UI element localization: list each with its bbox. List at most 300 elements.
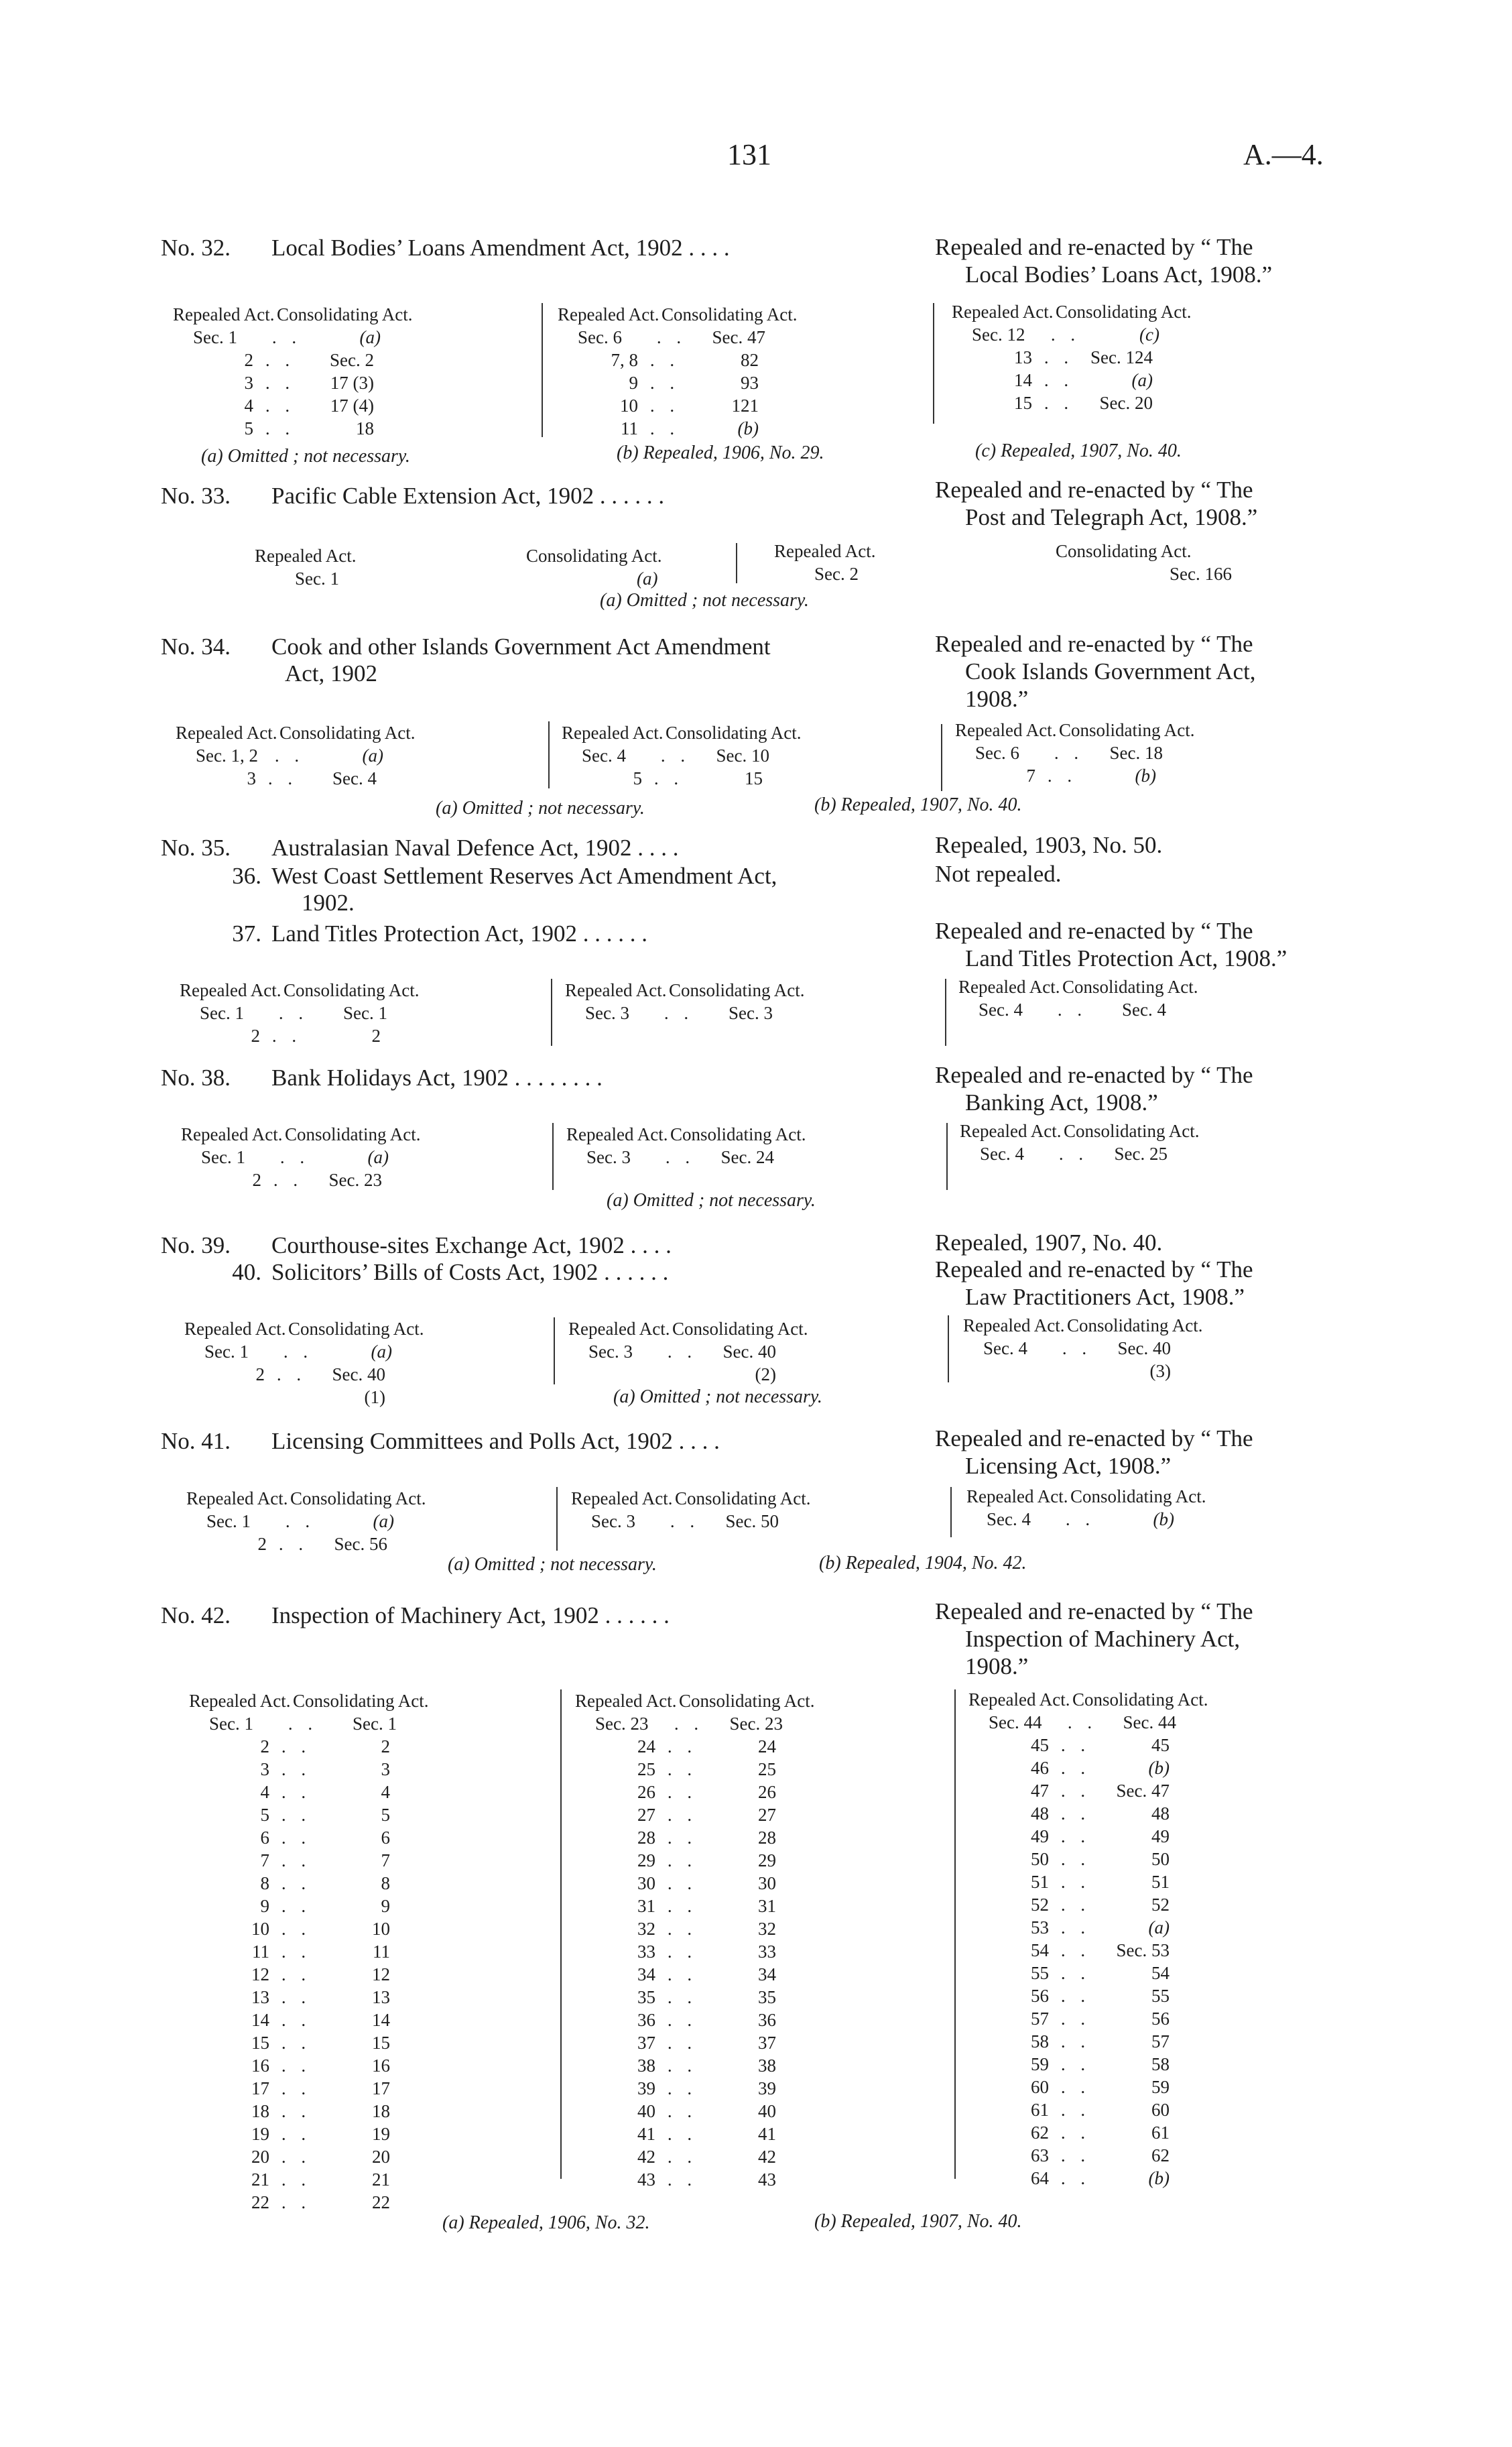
col-header-repealed: Repealed Act.: [960, 1121, 1062, 1141]
consolidating-section: (b): [1148, 1758, 1170, 1778]
repealed-section: Sec. 3: [588, 1341, 633, 1362]
act-title: West Coast Settlement Reserves Act Amendment Act,: [271, 863, 777, 889]
table-row: [575, 1712, 815, 1735]
table-row: [952, 323, 1192, 346]
col-header-consolidating: Consolidating Act.: [666, 723, 802, 743]
repealed-section: 11: [252, 1942, 269, 1962]
leader-dots: . .: [667, 1828, 698, 1848]
consolidating-section: 2: [371, 1026, 381, 1046]
leader-dots: . .: [667, 1341, 698, 1362]
repealed-section: 48: [1031, 1803, 1049, 1824]
consolidating-section: (b): [1135, 766, 1156, 786]
col-header-consolidating: Consolidating Act.: [675, 1488, 811, 1508]
repealed-section: 9: [629, 373, 638, 393]
table-34-col2: [562, 721, 802, 790]
col-header-repealed: Repealed Act.: [575, 1691, 677, 1711]
table-row: [575, 1849, 815, 1872]
repealed-section: 56: [1031, 1986, 1049, 2006]
col-header-repealed: Repealed Act.: [565, 980, 667, 1000]
table-40-col2: [568, 1317, 808, 1386]
leader-dots: . .: [649, 373, 680, 393]
table-row: [189, 1826, 429, 1849]
column-divider: [551, 979, 552, 1046]
leader-dots: . .: [667, 1896, 698, 1916]
act-result-35: [935, 831, 1162, 859]
table-row: [968, 1734, 1208, 1756]
leader-dots: . .: [281, 1850, 312, 1870]
act-number: 40.: [232, 1259, 261, 1285]
consolidating-section: 12: [372, 1964, 390, 1984]
footnote: (b) Repealed, 1904, No. 42.: [819, 1553, 1027, 1573]
repealed-section: 2: [252, 1170, 261, 1190]
leader-dots: . .: [281, 2169, 312, 2190]
table-41-col1: [186, 1487, 426, 1555]
document-reference: A.—4.: [1243, 138, 1324, 171]
table-row: [968, 2144, 1208, 2167]
act-result-42: [935, 1598, 1253, 1680]
consolidating-section: 35: [758, 1987, 776, 2007]
table-row: [575, 1781, 815, 1803]
consolidating-section: Sec. 50: [725, 1511, 779, 1531]
repealed-section: 21: [251, 2169, 269, 2190]
table-row: [968, 2007, 1208, 2030]
table-row: [181, 1146, 421, 1169]
footnote: (b) Repealed, 1907, No. 40.: [814, 794, 1022, 815]
column-divider: [552, 1123, 554, 1190]
repealed-section: 30: [637, 1873, 655, 1893]
repealed-section: 32: [637, 1919, 655, 1939]
leader-dots: . .: [265, 350, 296, 370]
consolidating-section: 49: [1151, 1826, 1170, 1846]
leader-dots: . .: [667, 1919, 698, 1939]
repealed-section: 24: [637, 1736, 655, 1756]
col-header-consolidating: Consolidating Act.: [1070, 1486, 1206, 1506]
consolidating-section: (b): [737, 418, 759, 438]
consolidating-section: Sec. 2: [330, 350, 374, 370]
repealed-section: 49: [1031, 1826, 1049, 1846]
consolidating-section: 6: [381, 1828, 390, 1848]
consolidating-section: Sec. 40 (3): [1117, 1338, 1171, 1381]
repealed-section: 60: [1031, 2077, 1049, 2097]
table-row: [565, 1002, 805, 1024]
table-40-col1: [184, 1317, 424, 1409]
repealed-section: Sec. 44: [989, 1712, 1042, 1732]
result-line: Repealed and re-enacted by “ The: [935, 234, 1253, 260]
col-header-consolidating: Consolidating Act.: [279, 723, 416, 743]
table-row: [968, 1870, 1208, 1893]
column-divider: [736, 543, 737, 583]
repealed-section: 13: [251, 1987, 269, 2007]
table-row: [963, 1337, 1203, 1382]
leader-dots: . .: [281, 2124, 312, 2144]
repealed-section: 38: [637, 2055, 655, 2076]
leader-dots: . .: [271, 1026, 302, 1046]
col-header-consolidating: Consolidating Act.: [1072, 1689, 1208, 1710]
consolidating-section: Sec. 4: [1122, 1000, 1166, 1020]
leader-dots: . .: [667, 2169, 698, 2190]
consolidating-section: 41: [758, 2124, 776, 2144]
act-title: Australasian Naval Defence Act, 1902 . . . .: [271, 835, 679, 861]
consolidating-section: (b): [1153, 1509, 1174, 1529]
col-header-repealed: Repealed Act.: [952, 302, 1054, 322]
act-entry-41: [161, 1428, 720, 1455]
repealed-section: 14: [1014, 370, 1032, 390]
table-33-right: [774, 540, 1232, 585]
leader-dots: . .: [1060, 1940, 1091, 1960]
leader-dots: . .: [667, 2101, 698, 2121]
table-row: [968, 1939, 1208, 1962]
table-42-col1: [189, 1689, 429, 2214]
act-number: No. 33.: [161, 483, 231, 509]
result-line: 1908.”: [965, 1653, 1029, 1679]
table-row: [558, 417, 798, 440]
repealed-section: 7: [260, 1850, 269, 1870]
footnote: (a) Omitted ; not necessary.: [436, 798, 645, 819]
repealed-section: Sec. 4: [979, 1000, 1023, 1020]
consolidating-section: 50: [1151, 1849, 1170, 1869]
table-row: [952, 369, 1192, 392]
consolidating-section: Sec. 40 (1): [332, 1364, 385, 1407]
table-row: [575, 2168, 815, 2191]
act-result-40: [935, 1256, 1253, 1311]
table-row: [189, 1758, 429, 1781]
table-row: [575, 1826, 815, 1849]
leader-dots: . .: [649, 418, 680, 438]
table-row: [189, 1895, 429, 1917]
repealed-section: 9: [260, 1896, 269, 1916]
leader-dots: . .: [1060, 2100, 1091, 2120]
table-row: [189, 1781, 429, 1803]
repealed-section: 19: [251, 2124, 269, 2144]
consolidating-section: 18: [356, 418, 374, 438]
repealed-section: Sec. 1: [209, 1714, 253, 1734]
act-number: 36.: [232, 863, 261, 889]
consolidating-section: 39: [758, 2078, 776, 2098]
col-header-repealed: Repealed Act.: [180, 980, 281, 1000]
consolidating-section: 5: [381, 1805, 390, 1825]
leader-dots: . .: [271, 327, 302, 347]
leader-dots: . .: [649, 396, 680, 416]
consolidating-section: 43: [758, 2169, 776, 2190]
consolidating-section: Sec. 25: [1114, 1144, 1168, 1164]
col-header-repealed: Repealed Act.: [958, 977, 1060, 997]
repealed-section: 50: [1031, 1849, 1049, 1869]
table-37-col2: [565, 979, 805, 1024]
repealed-section: 27: [637, 1805, 655, 1825]
leader-dots: . .: [1060, 1826, 1091, 1846]
act-entry-33: [161, 483, 664, 510]
result-line: Repealed and re-enacted by “ The: [935, 1256, 1253, 1282]
table-row: [189, 1940, 429, 1963]
cell: (a): [637, 569, 658, 589]
consolidating-section: 8: [381, 1873, 390, 1893]
act-number: No. 35.: [161, 835, 231, 861]
col-header-repealed: Repealed Act.: [176, 723, 277, 743]
repealed-section: 33: [637, 1942, 655, 1962]
act-entry-35: [161, 835, 678, 861]
leader-dots: . .: [1044, 347, 1074, 367]
result-line: Inspection of Machinery Act,: [965, 1626, 1241, 1652]
repealed-section: 35: [637, 1987, 655, 2007]
table-row: [173, 349, 413, 371]
col-header-consolidating: Consolidating Act.: [277, 304, 413, 324]
table-row: [180, 1002, 420, 1024]
act-title: Licensing Committees and Polls Act, 1902 . . . .: [271, 1428, 720, 1454]
consolidating-section: 4: [381, 1782, 390, 1802]
repealed-section: 42: [637, 2147, 655, 2167]
repealed-section: Sec. 1: [200, 1003, 244, 1023]
table-32-col1: [173, 303, 413, 440]
col-header-consolidating: Consolidating Act.: [288, 1319, 424, 1339]
leader-dots: . .: [1057, 1000, 1088, 1020]
consolidating-section: 15: [372, 2033, 390, 2053]
leader-dots: . .: [1060, 1895, 1091, 1915]
leader-dots: . .: [281, 1782, 312, 1802]
repealed-section: 16: [251, 2055, 269, 2076]
col-header-repealed: Repealed Act.: [184, 1319, 286, 1339]
repealed-section: 54: [1031, 1940, 1049, 1960]
leader-dots: . .: [1060, 2054, 1091, 2074]
leader-dots: . .: [667, 1759, 698, 1779]
consolidating-section: Sec. 47: [712, 327, 765, 347]
table-row: [968, 1802, 1208, 1825]
repealed-section: 36: [637, 2010, 655, 2030]
consolidating-section: 42: [758, 2147, 776, 2167]
table-row: [575, 2100, 815, 2123]
cell: Sec. 166: [1170, 564, 1232, 584]
table-row: [968, 1962, 1208, 1984]
result-line: Repealed and re-enacted by “ The: [935, 1062, 1253, 1088]
leader-dots: . .: [281, 2101, 312, 2121]
table-row: [189, 2077, 429, 2100]
repealed-section: 51: [1031, 1872, 1049, 1892]
table-row: [566, 1146, 806, 1169]
consolidating-section: 7: [381, 1850, 390, 1870]
table-row: [955, 741, 1195, 764]
table-row: [558, 326, 798, 349]
table-row: [966, 1508, 1206, 1531]
table-row: [952, 346, 1192, 369]
table-row: [575, 2009, 815, 2031]
footnote: (b) Repealed, 1907, No. 40.: [814, 2211, 1022, 2232]
leader-dots: . .: [1060, 1963, 1091, 1983]
repealed-section: 13: [1014, 347, 1032, 367]
repealed-section: 10: [620, 396, 638, 416]
repealed-section: 28: [637, 1828, 655, 1848]
leader-dots: . .: [670, 1511, 700, 1531]
leader-dots: . .: [265, 396, 296, 416]
repealed-section: Sec. 1: [204, 1341, 249, 1362]
leader-dots: . .: [1044, 370, 1074, 390]
col-header-consolidating: Consolidating Act.: [1062, 977, 1198, 997]
table-37-col3: [958, 975, 1198, 1021]
consolidating-section: 40: [758, 2101, 776, 2121]
table-42-col2: [575, 1689, 815, 2191]
repealed-section: Sec. 12: [972, 324, 1025, 345]
repealed-section: 39: [637, 2078, 655, 2098]
col-header-consolidating: Consolidating Act.: [672, 1319, 808, 1339]
leader-dots: . .: [1060, 1735, 1091, 1755]
consolidating-section: 34: [758, 1964, 776, 1984]
table-row: [558, 394, 798, 417]
table-row: [558, 371, 798, 394]
table-row: [968, 1711, 1208, 1734]
repealed-section: 6: [260, 1828, 269, 1848]
leader-dots: . .: [1060, 1986, 1091, 2006]
consolidating-section: (a): [359, 327, 381, 347]
col-header-consolidating: Consolidating Act.: [1056, 302, 1192, 322]
leader-dots: . .: [283, 1341, 314, 1362]
col-header-consolidating: Consolidating Act.: [679, 1691, 815, 1711]
footnote: (a) Repealed, 1906, No. 32.: [442, 2212, 650, 2233]
consolidating-section: (a): [1148, 1917, 1170, 1937]
table-row: [968, 2053, 1208, 2076]
table-row: [186, 1533, 426, 1555]
column-divider: [948, 1315, 949, 1382]
act-title: Local Bodies’ Loans Amendment Act, 1902 . . . .: [271, 235, 730, 261]
repealed-section: 2: [244, 350, 253, 370]
table-row: [575, 1895, 815, 1917]
col-header-consolidating: Consolidating Act.: [284, 980, 420, 1000]
result-line: Repealed and re-enacted by “ The: [935, 631, 1253, 657]
result-line: 1908.”: [965, 686, 1029, 712]
table-row: [575, 1917, 815, 1940]
column-divider: [946, 1123, 948, 1190]
consolidating-section: 3: [381, 1759, 390, 1779]
consolidating-section: 121: [731, 396, 759, 416]
table-row: [575, 1940, 815, 1963]
consolidating-section: Sec. 124: [1090, 347, 1153, 367]
leader-dots: . .: [1060, 1758, 1091, 1778]
consolidating-section: (c): [1139, 324, 1159, 345]
leader-dots: . .: [1044, 393, 1074, 413]
consolidating-section: 16: [372, 2055, 390, 2076]
col-header-consolidating: Consolidating Act.: [1059, 720, 1195, 740]
leader-dots: . .: [667, 1736, 698, 1756]
table-41-col2: [571, 1487, 811, 1533]
table-row: [176, 767, 416, 790]
table-row: [968, 2098, 1208, 2121]
repealed-section: Sec. 1: [193, 327, 237, 347]
repealed-section: 4: [244, 396, 253, 416]
table-row: [968, 2121, 1208, 2144]
table-row: [568, 1340, 808, 1386]
consolidating-section: 37: [758, 2033, 776, 2053]
col-header-consolidating: Consolidating Act.: [669, 980, 805, 1000]
leader-dots: . .: [1060, 2123, 1091, 2143]
repealed-section: 46: [1031, 1758, 1049, 1778]
consolidating-section: Sec. 40 (2): [722, 1341, 776, 1384]
table-row: [575, 1872, 815, 1895]
consolidating-section: 2: [381, 1736, 390, 1756]
leader-dots: . .: [1060, 2168, 1091, 2188]
table-row: [189, 2123, 429, 2145]
consolidating-section: 17: [372, 2078, 390, 2098]
act-result-36: [935, 860, 1062, 888]
repealed-section: 64: [1031, 2168, 1049, 2188]
act-entry-42: [161, 1602, 670, 1629]
consolidating-section: 52: [1151, 1895, 1170, 1915]
repealed-section: Sec. 3: [586, 1147, 631, 1167]
repealed-section: Sec. 4: [980, 1144, 1024, 1164]
repealed-section: 63: [1031, 2145, 1049, 2165]
result-line: Repealed and re-enacted by “ The: [935, 918, 1253, 944]
repealed-section: 3: [260, 1759, 269, 1779]
leader-dots: . .: [653, 768, 684, 788]
repealed-section: 55: [1031, 1963, 1049, 1983]
act-title: Inspection of Machinery Act, 1902 . . . . . .: [271, 1602, 670, 1628]
repealed-section: 62: [1031, 2123, 1049, 2143]
table-row: [189, 1963, 429, 1986]
act-number: No. 42.: [161, 1602, 231, 1628]
consolidating-section: Sec. 1: [343, 1003, 387, 1023]
repealed-section: Sec. 6: [975, 743, 1019, 763]
consolidating-section: 27: [758, 1805, 776, 1825]
act-entry-38: [161, 1065, 603, 1091]
leader-dots: . .: [281, 1736, 312, 1756]
repealed-section: 52: [1031, 1895, 1049, 1915]
consolidating-section: (a): [373, 1511, 394, 1531]
leader-dots: . .: [281, 2078, 312, 2098]
repealed-section: 2: [257, 1534, 267, 1554]
result-line: Law Practitioners Act, 1908.”: [965, 1284, 1245, 1310]
repealed-section: 47: [1031, 1781, 1049, 1801]
consolidating-section: 32: [758, 1919, 776, 1939]
consolidating-section: 25: [758, 1759, 776, 1779]
leader-dots: . .: [656, 327, 687, 347]
consolidating-section: 56: [1151, 2009, 1170, 2029]
act-entry-39: [161, 1232, 672, 1259]
result-line: Licensing Act, 1908.”: [965, 1453, 1172, 1479]
repealed-section: Sec. 3: [585, 1003, 629, 1023]
table-row: [968, 1893, 1208, 1916]
leader-dots: . .: [1067, 1712, 1098, 1732]
repealed-section: 17: [251, 2078, 269, 2098]
leader-dots: . .: [278, 1003, 309, 1023]
consolidating-section: Sec. 3: [729, 1003, 773, 1023]
consolidating-section: Sec. 18: [1109, 743, 1163, 763]
leader-dots: . .: [281, 2010, 312, 2030]
repealed-section: 22: [251, 2192, 269, 2212]
column-divider: [945, 979, 946, 1046]
consolidating-section: 19: [372, 2124, 390, 2144]
consolidating-section: 61: [1151, 2123, 1170, 2143]
table-row: [562, 744, 802, 767]
table-row: [968, 1984, 1208, 2007]
table-row: [176, 744, 416, 767]
consolidating-section: 59: [1151, 2077, 1170, 2097]
col-header-consolidating: Consolidating Act.: [285, 1124, 421, 1144]
act-number: No. 34.: [161, 634, 231, 660]
leader-dots: . .: [281, 2033, 312, 2053]
table-row: [189, 2009, 429, 2031]
repealed-section: 5: [260, 1805, 269, 1825]
leader-dots: . .: [674, 1714, 704, 1734]
footnote: (a) Omitted ; not necessary.: [600, 590, 809, 611]
result-line: Repealed and re-enacted by “ The: [935, 477, 1253, 503]
consolidating-section: Sec. 4: [332, 768, 377, 788]
leader-dots: . .: [281, 2147, 312, 2167]
act-entry-34: [161, 634, 771, 687]
leader-dots: . .: [281, 1896, 312, 1916]
leader-dots: . .: [265, 373, 296, 393]
table-row: [968, 2076, 1208, 2098]
cell: Sec. 1: [295, 569, 339, 589]
table-row: [575, 2031, 815, 2054]
leader-dots: . .: [667, 2055, 698, 2076]
column-divider: [560, 1689, 562, 2179]
result-line: Post and Telegraph Act, 1908.”: [965, 504, 1258, 530]
